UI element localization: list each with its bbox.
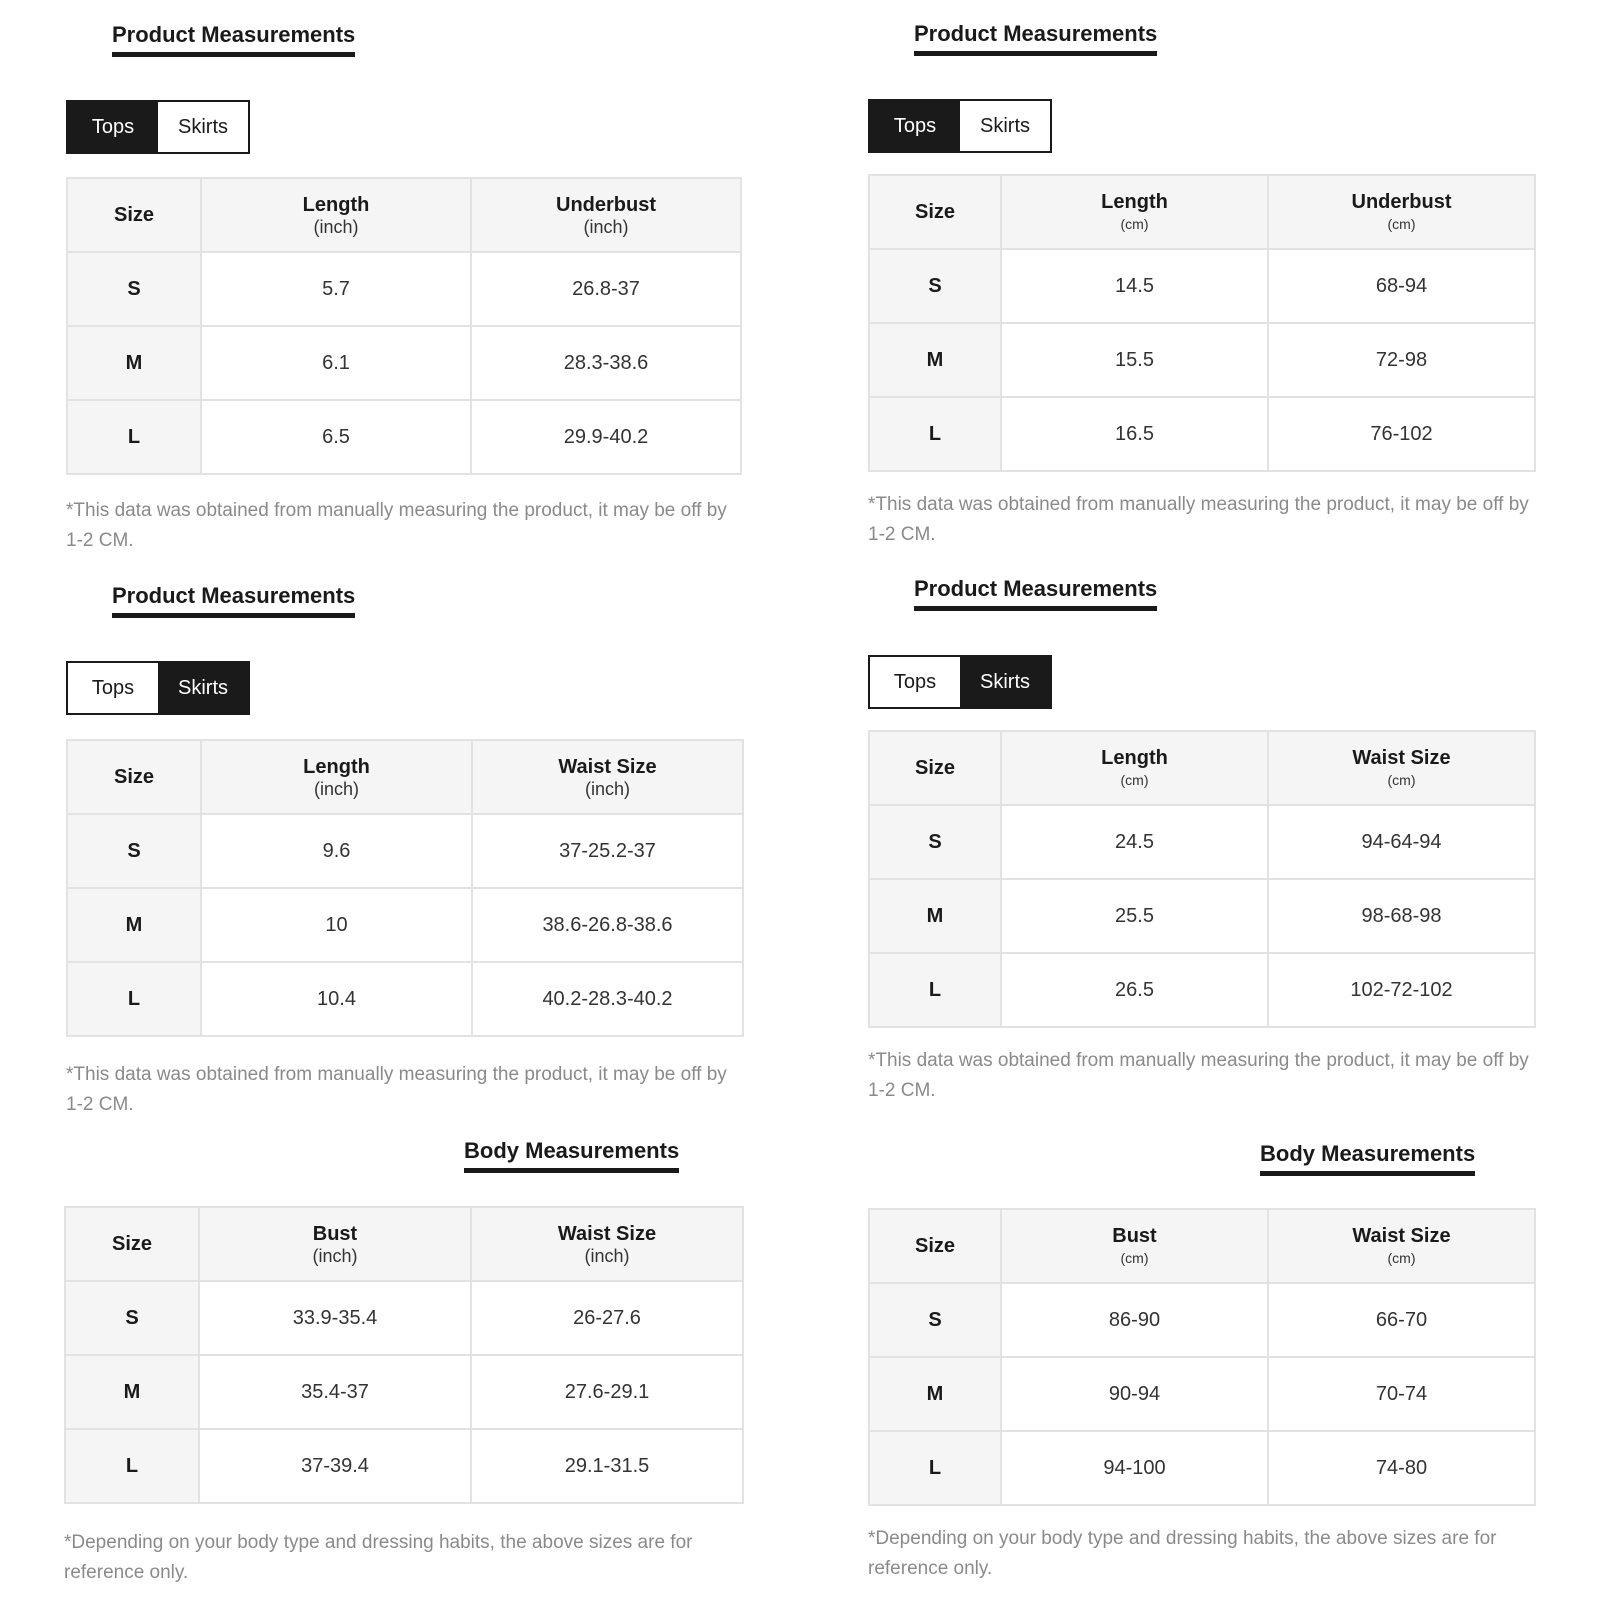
table-cell: 37-25.2-37 (472, 814, 743, 888)
column-header-size: Size (869, 1209, 1001, 1283)
table-row (869, 323, 1535, 397)
column-header-underbust: Underbust (cm) (1268, 175, 1535, 249)
table-row (869, 249, 1535, 323)
table-cell: 35.4-37 (199, 1355, 471, 1429)
table-cell: 76-102 (1268, 397, 1535, 471)
column-header-size: Size (869, 175, 1001, 249)
size-cell: S (67, 252, 201, 326)
column-header-size: Size (67, 740, 201, 814)
column-unit: (cm) (1120, 1250, 1149, 1266)
table-cell: 5.7 (201, 252, 471, 326)
tab-skirts[interactable]: Skirts (158, 102, 248, 152)
table-cell: 26.8-37 (471, 252, 741, 326)
table-cell: 9.6 (201, 814, 472, 888)
column-header-length: Length (inch) (201, 178, 471, 252)
table-cell: 6.5 (201, 400, 471, 474)
size-cell: L (67, 962, 201, 1036)
size-cell: L (65, 1429, 199, 1503)
table-cell: 70-74 (1268, 1357, 1535, 1431)
table-cell: 40.2-28.3-40.2 (472, 962, 743, 1036)
tab-tops[interactable]: Tops (870, 101, 960, 151)
column-unit: (cm) (1387, 1250, 1416, 1266)
body-measurement-note: *Depending on your body type and dressing habits, the above sizes are for reference only. (868, 1528, 1497, 1579)
table-cell: 68-94 (1268, 249, 1535, 323)
table-row (65, 1355, 743, 1429)
table-cell: 102-72-102 (1268, 953, 1535, 1027)
table-cell: 38.6-26.8-38.6 (472, 888, 743, 962)
tab-skirts[interactable]: Skirts (960, 101, 1050, 151)
column-header-length: Length (cm) (1001, 731, 1268, 805)
table-header-row (67, 178, 741, 252)
table-cell: 10.4 (201, 962, 472, 1036)
table-row (65, 1281, 743, 1355)
size-cell: M (65, 1355, 199, 1429)
panel-middle-left (0, 560, 727, 1120)
measurement-note: *This data was obtained from manually measuring the product, it may be off by 1-2 CM. (868, 494, 1529, 545)
body-measurement-note: *Depending on your body type and dressing habits, the above sizes are for reference only. (64, 1532, 693, 1583)
table-row (869, 879, 1535, 953)
table-cell: 29.1-31.5 (471, 1429, 743, 1503)
column-header-length: Length (cm) (1001, 175, 1268, 249)
body-measurement-table (64, 1206, 744, 1504)
table-cell: 94-64-94 (1268, 805, 1535, 879)
table-cell: 86-90 (1001, 1283, 1268, 1357)
panel-top-left (0, 0, 727, 560)
column-unit: (cm) (1387, 772, 1416, 788)
tab-skirts[interactable]: Skirts (158, 663, 248, 713)
tab-group (868, 99, 1052, 153)
size-cell: M (67, 888, 201, 962)
measurement-note: *This data was obtained from manually measuring the product, it may be off by 1-2 CM. (868, 1050, 1529, 1101)
table-cell: 90-94 (1001, 1357, 1268, 1431)
section-title: Body Measurements (464, 1138, 679, 1173)
table-row (65, 1429, 743, 1503)
table-header-row (65, 1207, 743, 1281)
table-header-row (869, 175, 1535, 249)
table-cell: 28.3-38.6 (471, 326, 741, 400)
table-header-row (869, 731, 1535, 805)
size-cell: S (869, 1283, 1001, 1357)
panel-bottom-left (0, 1120, 693, 1600)
tab-group (66, 100, 250, 154)
table-cell: 98-68-98 (1268, 879, 1535, 953)
section-title: Product Measurements (112, 583, 355, 618)
column-unit: (inch) (313, 217, 359, 237)
column-header-waist: Waist Size (cm) (1268, 731, 1535, 805)
table-row (869, 1431, 1535, 1505)
section-title: Product Measurements (914, 576, 1157, 611)
table-row (67, 962, 743, 1036)
table-cell: 26.5 (1001, 953, 1268, 1027)
table-cell: 26-27.6 (471, 1281, 743, 1355)
table-cell: 33.9-35.4 (199, 1281, 471, 1355)
column-unit: (inch) (312, 1246, 358, 1266)
table-row (869, 805, 1535, 879)
column-unit: (cm) (1120, 772, 1149, 788)
size-cell: S (65, 1281, 199, 1355)
size-cell: L (869, 953, 1001, 1027)
table-cell: 94-100 (1001, 1431, 1268, 1505)
column-header-underbust: Underbust (inch) (471, 178, 741, 252)
table-header-row (869, 1209, 1535, 1283)
table-cell: 66-70 (1268, 1283, 1535, 1357)
column-unit: (inch) (584, 1246, 630, 1266)
column-unit: (inch) (584, 779, 630, 799)
panel-top-right (804, 0, 1529, 560)
size-cell: L (67, 400, 201, 474)
column-header-waist: Waist Size (inch) (472, 740, 743, 814)
table-cell: 16.5 (1001, 397, 1268, 471)
column-unit: (inch) (583, 217, 629, 237)
tab-skirts[interactable]: Skirts (960, 657, 1050, 707)
table-row (67, 814, 743, 888)
column-unit: (cm) (1120, 216, 1149, 232)
table-row (67, 326, 741, 400)
column-header-size: Size (869, 731, 1001, 805)
table-row (67, 400, 741, 474)
column-header-waist: Waist Size (inch) (471, 1207, 743, 1281)
table-cell: 14.5 (1001, 249, 1268, 323)
size-cell: S (869, 805, 1001, 879)
measurement-table (868, 730, 1536, 1028)
section-title: Product Measurements (914, 21, 1157, 56)
column-header-bust: Bust (inch) (199, 1207, 471, 1281)
tab-tops[interactable]: Tops (870, 657, 960, 707)
column-unit: (cm) (1387, 216, 1416, 232)
column-unit: (inch) (313, 779, 359, 799)
table-cell: 37-39.4 (199, 1429, 471, 1503)
panel-bottom-right (804, 1120, 1497, 1600)
tab-tops[interactable]: Tops (68, 663, 158, 713)
size-cell: M (869, 1357, 1001, 1431)
column-header-length: Length (inch) (201, 740, 472, 814)
tab-group (66, 661, 250, 715)
measurement-note: *This data was obtained from manually measuring the product, it may be off by 1-2 CM. (66, 1064, 727, 1115)
table-cell: 74-80 (1268, 1431, 1535, 1505)
measurement-note: *This data was obtained from manually measuring the product, it may be off by 1-2 CM. (66, 500, 727, 551)
table-cell: 6.1 (201, 326, 471, 400)
size-cell: L (869, 1431, 1001, 1505)
tab-group (868, 655, 1052, 709)
table-cell: 25.5 (1001, 879, 1268, 953)
table-row (67, 252, 741, 326)
measurement-table (66, 177, 742, 475)
section-title: Body Measurements (1260, 1141, 1475, 1176)
table-cell: 27.6-29.1 (471, 1355, 743, 1429)
size-cell: L (869, 397, 1001, 471)
table-cell: 72-98 (1268, 323, 1535, 397)
column-header-size: Size (67, 178, 201, 252)
panel-middle-right (804, 560, 1529, 1120)
measurement-table (66, 739, 744, 1037)
size-cell: M (67, 326, 201, 400)
size-cell: S (67, 814, 201, 888)
column-header-waist: Waist Size (cm) (1268, 1209, 1535, 1283)
table-cell: 10 (201, 888, 472, 962)
section-title: Product Measurements (112, 22, 355, 57)
body-measurement-table (868, 1208, 1536, 1506)
table-cell: 29.9-40.2 (471, 400, 741, 474)
table-row (67, 888, 743, 962)
size-cell: S (869, 249, 1001, 323)
size-cell: M (869, 323, 1001, 397)
tab-tops[interactable]: Tops (68, 102, 158, 152)
table-row (869, 397, 1535, 471)
size-cell: M (869, 879, 1001, 953)
table-row (869, 1357, 1535, 1431)
column-header-bust: Bust (cm) (1001, 1209, 1268, 1283)
table-cell: 24.5 (1001, 805, 1268, 879)
column-header-size: Size (65, 1207, 199, 1281)
measurement-table (868, 174, 1536, 472)
table-header-row (67, 740, 743, 814)
table-row (869, 1283, 1535, 1357)
table-row (869, 953, 1535, 1027)
table-cell: 15.5 (1001, 323, 1268, 397)
